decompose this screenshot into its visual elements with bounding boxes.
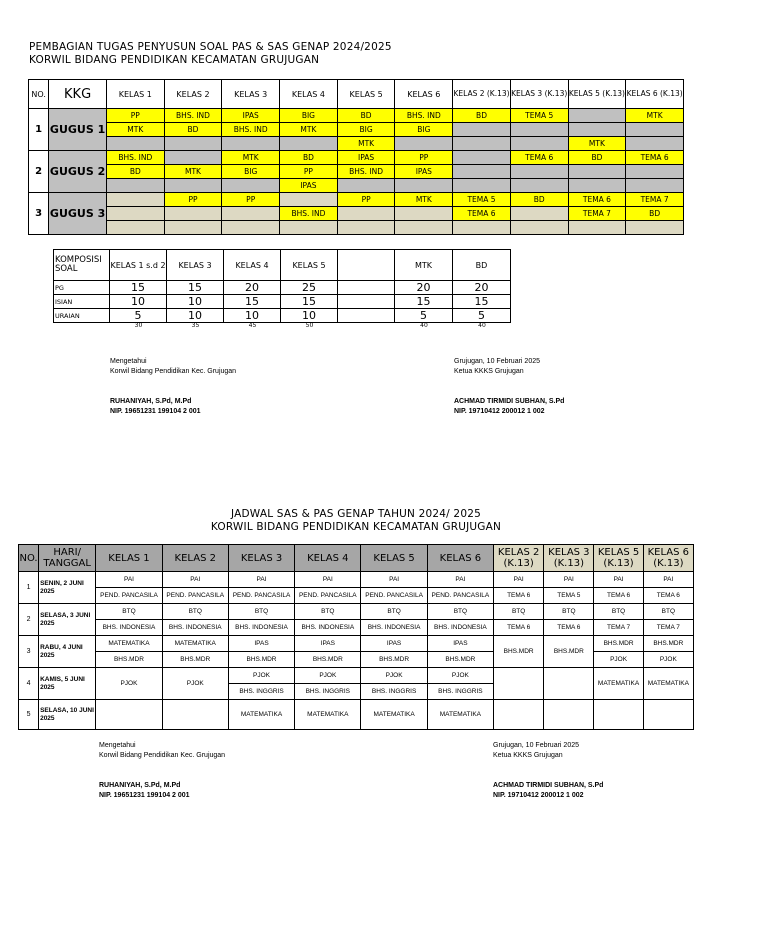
assignment-cell: MTK xyxy=(626,109,684,123)
sign-left-nip: NIP. 19651231 199104 2 001 xyxy=(110,408,201,415)
assignment-cell: BD xyxy=(164,123,222,137)
schedule-cell: PJOK xyxy=(594,652,643,668)
komposisi-header-cell: KELAS 5 xyxy=(281,250,338,281)
schedule-day-date: SENIN, 2 JUNI 2025 xyxy=(39,572,96,604)
assignment-cell: MTK xyxy=(280,123,338,137)
schedule-cell: PAI xyxy=(427,572,493,588)
schedule-cell: PEND. PANCASILA xyxy=(295,588,361,604)
schedule-cell: PAI xyxy=(361,572,427,588)
sign-right-name: ACHMAD TIRMIDI SUBHAN, S.Pd xyxy=(454,398,565,405)
komposisi-label: PG xyxy=(54,281,110,295)
assignment-cell: BIG xyxy=(337,123,395,137)
schedule-cell: PAI xyxy=(643,572,693,588)
assignment-cell xyxy=(510,165,568,179)
gugus-name: GUGUS 3 xyxy=(49,193,107,235)
schedule-cell: PAI xyxy=(295,572,361,588)
schedule-row xyxy=(19,636,694,652)
schedule-cell xyxy=(494,700,544,730)
schedule-day-date: SELASA, 10 JUNI 2025 xyxy=(39,700,96,730)
schedule-cell: BHS. INGGRIS xyxy=(427,684,493,700)
assignment-cell xyxy=(453,165,511,179)
assignment-cell xyxy=(453,179,511,193)
komposisi-row xyxy=(54,281,511,295)
komposisi-value: 20 xyxy=(224,281,281,295)
assignment-cell xyxy=(280,193,338,207)
gugus-row xyxy=(29,151,684,165)
assignment-cell xyxy=(337,179,395,193)
header-kelas6-k13: KELAS 6 (K.13) xyxy=(626,80,684,109)
schedule-header-kelas: KELAS 4 xyxy=(295,545,361,572)
schedule-cell: BHS. INGGRIS xyxy=(361,684,427,700)
assignment-cell xyxy=(106,207,164,221)
assignment-cell xyxy=(337,221,395,235)
assignment-cell xyxy=(626,179,684,193)
schedule-cell: MATEMATIKA xyxy=(96,636,162,652)
gugus-row xyxy=(29,207,684,221)
sign-left-line1: Mengetahui xyxy=(99,742,136,749)
assignment-cell: PP xyxy=(222,193,280,207)
komposisi-totals xyxy=(110,322,510,331)
assignment-cell: BHS. IND xyxy=(337,165,395,179)
assignment-cell xyxy=(510,179,568,193)
komposisi-header-cell xyxy=(338,250,395,281)
assignment-cell xyxy=(164,179,222,193)
schedule-cell xyxy=(494,668,544,700)
komposisi-value: 25 xyxy=(281,281,338,295)
gugus-row xyxy=(29,165,684,179)
schedule-cell: PAI xyxy=(494,572,544,588)
assignment-cell: BD xyxy=(568,151,626,165)
doc2-sign-left xyxy=(99,741,225,801)
header-kelas1: KELAS 1 xyxy=(106,80,164,109)
schedule-cell: BHS.MDR xyxy=(643,636,693,652)
sign-left-name: RUHANIYAH, S.Pd, M.Pd xyxy=(110,398,192,405)
assignment-cell xyxy=(280,221,338,235)
task-distribution-table xyxy=(28,79,684,235)
schedule-cell: BTQ xyxy=(295,604,361,620)
schedule-cell: MATEMATIKA xyxy=(643,668,693,700)
assignment-cell xyxy=(626,123,684,137)
assignment-cell xyxy=(568,109,626,123)
schedule-day-no: 3 xyxy=(19,636,39,668)
sign-left-line2: Korwil Bidang Pendidikan Kec. Grujugan xyxy=(110,368,237,375)
schedule-day-no: 5 xyxy=(19,700,39,730)
assignment-cell xyxy=(222,207,280,221)
assignment-cell: BIG xyxy=(222,165,280,179)
assignment-cell: IPAS xyxy=(280,179,338,193)
komposisi-value: 5 xyxy=(395,309,453,323)
header-kelas2-k13: KELAS 2 (K.13) xyxy=(453,80,511,109)
assignment-cell xyxy=(626,137,684,151)
assignment-cell: PP xyxy=(395,151,453,165)
assignment-cell: MTK xyxy=(337,137,395,151)
komposisi-total: 40 xyxy=(478,322,486,329)
schedule-cell: IPAS xyxy=(361,636,427,652)
assignment-cell xyxy=(395,137,453,151)
komposisi-value: 10 xyxy=(167,309,224,323)
schedule-cell: PJOK xyxy=(162,668,228,700)
schedule-cell: BHS.MDR xyxy=(295,652,361,668)
schedule-cell: BHS. INDONESIA xyxy=(427,620,493,636)
assignment-cell: MTK xyxy=(106,123,164,137)
schedule-cell: PAI xyxy=(544,572,594,588)
schedule-header-k13: KELAS 2 (K.13) xyxy=(494,545,544,572)
assignment-cell xyxy=(568,221,626,235)
sign-right-line2: Ketua KKKS Grujugan xyxy=(493,752,563,759)
schedule-cell: PEND. PANCASILA xyxy=(162,588,228,604)
schedule-header-kelas: KELAS 5 xyxy=(361,545,427,572)
schedule-cell: PJOK xyxy=(361,668,427,684)
schedule-cell: BHS.MDR xyxy=(96,652,162,668)
schedule-cell: BTQ xyxy=(643,604,693,620)
assignment-cell: BHS. IND xyxy=(106,151,164,165)
gugus-row xyxy=(29,193,684,207)
assignment-cell xyxy=(510,137,568,151)
composition-table xyxy=(53,249,511,323)
header-kelas4: KELAS 4 xyxy=(280,80,338,109)
komposisi-value: 15 xyxy=(110,281,167,295)
komposisi-label: ISIAN xyxy=(54,295,110,309)
komposisi-value xyxy=(338,309,395,323)
komposisi-header-cell: BD xyxy=(453,250,511,281)
schedule-cell: BHS.MDR xyxy=(361,652,427,668)
schedule-cell: TEMA 6 xyxy=(494,588,544,604)
header-kkg: KKG xyxy=(49,80,107,109)
schedule-cell xyxy=(96,700,162,730)
schedule-row xyxy=(19,572,694,588)
gugus-no: 3 xyxy=(29,193,49,235)
schedule-cell: TEMA 7 xyxy=(643,620,693,636)
assignment-cell xyxy=(337,207,395,221)
schedule-cell xyxy=(594,700,643,730)
header-kelas5-k13: KELAS 5 (K.13) xyxy=(568,80,626,109)
schedule-cell: PEND. PANCASILA xyxy=(96,588,162,604)
assignment-cell xyxy=(222,179,280,193)
sign-right-line2: Ketua KKKS Grujugan xyxy=(454,368,524,375)
assignment-cell xyxy=(164,221,222,235)
assignment-cell: MTK xyxy=(164,165,222,179)
schedule-cell: MATEMATIKA xyxy=(594,668,643,700)
schedule-cell: PEND. PANCASILA xyxy=(228,588,294,604)
doc2-title-line2: KORWIL BIDANG PENDIDIKAN KECAMATAN GRUJUGAN xyxy=(210,521,502,533)
assignment-cell xyxy=(510,207,568,221)
komposisi-total: 45 xyxy=(248,322,257,329)
assignment-cell: TEMA 5 xyxy=(453,193,511,207)
schedule-cell: BHS. INGGRIS xyxy=(228,684,294,700)
assignment-cell: PP xyxy=(164,193,222,207)
assignment-cell xyxy=(568,123,626,137)
schedule-cell: TEMA 6 xyxy=(494,620,544,636)
schedule-cell: BHS.MDR xyxy=(494,636,544,668)
sign-left-nip: NIP. 19651231 199104 2 001 xyxy=(99,792,190,799)
header-kelas3-k13: KELAS 3 (K.13) xyxy=(510,80,568,109)
assignment-cell: BIG xyxy=(395,123,453,137)
schedule-cell: PJOK xyxy=(96,668,162,700)
assignment-cell: MTK xyxy=(568,137,626,151)
komposisi-value: 5 xyxy=(110,309,167,323)
assignment-cell xyxy=(510,221,568,235)
doc1-title-line1: PEMBAGIAN TUGAS PENYUSUN SOAL PAS & SAS GENAP 2024/2025 xyxy=(29,41,392,53)
komposisi-value: 20 xyxy=(453,281,511,295)
schedule-cell: BHS.MDR xyxy=(594,636,643,652)
gugus-row xyxy=(29,221,684,235)
sign-right-line1: Grujugan, 10 Februari 2025 xyxy=(454,358,540,365)
assignment-cell xyxy=(453,137,511,151)
assignment-cell: BHS. IND xyxy=(222,123,280,137)
schedule-cell: IPAS xyxy=(228,636,294,652)
schedule-cell: BHS. INDONESIA xyxy=(96,620,162,636)
komposisi-row xyxy=(54,295,511,309)
komposisi-header-cell: MTK xyxy=(395,250,453,281)
header-kelas2: KELAS 2 xyxy=(164,80,222,109)
assignment-cell xyxy=(164,207,222,221)
assignment-cell xyxy=(280,137,338,151)
schedule-cell: MATEMATIKA xyxy=(361,700,427,730)
exam-schedule-table xyxy=(18,544,694,730)
sign-right-line1: Grujugan, 10 Februari 2025 xyxy=(493,742,579,749)
doc2-sign-right xyxy=(493,741,603,801)
schedule-day-date: RABU, 4 JUNI 2025 xyxy=(39,636,96,668)
komposisi-value: 10 xyxy=(110,295,167,309)
gugus-no: 1 xyxy=(29,109,49,151)
assignment-cell: TEMA 6 xyxy=(510,151,568,165)
sign-left-line2: Korwil Bidang Pendidikan Kec. Grujugan xyxy=(99,752,226,759)
assignment-cell: TEMA 6 xyxy=(453,207,511,221)
schedule-header-k13: KELAS 3 (K.13) xyxy=(544,545,594,572)
schedule-cell: BTQ xyxy=(544,604,594,620)
schedule-header-hari: HARI/ TANGGAL xyxy=(39,545,96,572)
schedule-row xyxy=(19,700,694,730)
gugus-row xyxy=(29,137,684,151)
schedule-cell: BHS.MDR xyxy=(544,636,594,668)
assignment-cell xyxy=(222,221,280,235)
gugus-row xyxy=(29,109,684,123)
assignment-cell: TEMA 6 xyxy=(568,193,626,207)
assignment-cell xyxy=(106,193,164,207)
schedule-cell: TEMA 6 xyxy=(643,588,693,604)
komposisi-value: 10 xyxy=(167,295,224,309)
schedule-cell: BTQ xyxy=(427,604,493,620)
schedule-header-k13: KELAS 6 (K.13) xyxy=(643,545,693,572)
schedule-cell: PAI xyxy=(96,572,162,588)
schedule-cell: BTQ xyxy=(494,604,544,620)
schedule-cell: MATEMATIKA xyxy=(427,700,493,730)
komposisi-value: 15 xyxy=(281,295,338,309)
schedule-row xyxy=(19,620,694,636)
schedule-cell: PAI xyxy=(594,572,643,588)
assignment-cell xyxy=(568,165,626,179)
assignment-cell: BD xyxy=(510,193,568,207)
komposisi-total: 50 xyxy=(305,322,314,329)
komposisi-value: 5 xyxy=(453,309,511,323)
doc1-sign-right xyxy=(454,357,564,417)
schedule-cell xyxy=(162,700,228,730)
assignment-cell xyxy=(453,221,511,235)
assignment-cell xyxy=(453,123,511,137)
schedule-cell: IPAS xyxy=(295,636,361,652)
komposisi-value: 15 xyxy=(224,295,281,309)
komposisi-total: 40 xyxy=(420,322,428,329)
gugus-row xyxy=(29,179,684,193)
komposisi-label: URAIAN xyxy=(54,309,110,323)
schedule-day-date: SELASA, 3 JUNI 2025 xyxy=(39,604,96,636)
schedule-cell: IPAS xyxy=(427,636,493,652)
assignment-cell: PP xyxy=(280,165,338,179)
schedule-cell: BHS.MDR xyxy=(162,652,228,668)
komposisi-value: 15 xyxy=(453,295,511,309)
assignment-cell: BHS. IND xyxy=(395,109,453,123)
assignment-cell xyxy=(453,151,511,165)
assignment-cell: PP xyxy=(106,109,164,123)
schedule-cell: BHS.MDR xyxy=(228,652,294,668)
gugus-no: 2 xyxy=(29,151,49,193)
schedule-day-no: 4 xyxy=(19,668,39,700)
schedule-cell: PJOK xyxy=(643,652,693,668)
schedule-cell: TEMA 6 xyxy=(594,588,643,604)
assignment-cell: BIG xyxy=(280,109,338,123)
schedule-day-no: 2 xyxy=(19,604,39,636)
header-kelas3: KELAS 3 xyxy=(222,80,280,109)
assignment-cell xyxy=(106,179,164,193)
doc1-sign-left xyxy=(110,357,236,417)
schedule-cell xyxy=(544,700,594,730)
komposisi-value xyxy=(338,281,395,295)
komposisi-value: 20 xyxy=(395,281,453,295)
sign-right-name: ACHMAD TIRMIDI SUBHAN, S.Pd xyxy=(493,782,604,789)
schedule-row xyxy=(19,604,694,620)
schedule-header-kelas: KELAS 3 xyxy=(228,545,294,572)
assignment-cell: IPAS xyxy=(337,151,395,165)
assignment-cell xyxy=(106,221,164,235)
schedule-cell: MATEMATIKA xyxy=(228,700,294,730)
gugus-name: GUGUS 2 xyxy=(49,151,107,193)
komposisi-value: 10 xyxy=(224,309,281,323)
schedule-header-k13: KELAS 5 (K.13) xyxy=(594,545,643,572)
sign-left-line1: Mengetahui xyxy=(110,358,147,365)
schedule-cell: MATEMATIKA xyxy=(295,700,361,730)
komposisi-header-cell: KELAS 1 s.d 2 xyxy=(110,250,167,281)
komposisi-header-cell: KELAS 4 xyxy=(224,250,281,281)
komposisi-header-cell: KELAS 3 xyxy=(167,250,224,281)
assignment-cell xyxy=(395,179,453,193)
schedule-header-no: NO. xyxy=(19,545,39,572)
schedule-header-kelas: KELAS 1 xyxy=(96,545,162,572)
schedule-day-no: 1 xyxy=(19,572,39,604)
assignment-cell xyxy=(626,221,684,235)
schedule-cell: BHS.MDR xyxy=(427,652,493,668)
schedule-cell: BTQ xyxy=(162,604,228,620)
schedule-cell: BHS. INGGRIS xyxy=(295,684,361,700)
assignment-cell xyxy=(568,179,626,193)
schedule-header-kelas: KELAS 6 xyxy=(427,545,493,572)
assignment-cell: TEMA 5 xyxy=(510,109,568,123)
assignment-cell: IPAS xyxy=(395,165,453,179)
schedule-cell: BHS. INDONESIA xyxy=(361,620,427,636)
schedule-cell: BHS. INDONESIA xyxy=(162,620,228,636)
assignment-cell xyxy=(626,165,684,179)
assignment-cell xyxy=(510,123,568,137)
assignment-cell: BD xyxy=(453,109,511,123)
gugus-name: GUGUS 1 xyxy=(49,109,107,151)
schedule-cell: PAI xyxy=(162,572,228,588)
assignment-cell: TEMA 7 xyxy=(626,193,684,207)
assignment-cell: BD xyxy=(626,207,684,221)
komposisi-row xyxy=(54,309,511,323)
schedule-cell: TEMA 5 xyxy=(544,588,594,604)
schedule-cell: PEND. PANCASILA xyxy=(427,588,493,604)
komposisi-value xyxy=(338,295,395,309)
schedule-cell: MATEMATIKA xyxy=(162,636,228,652)
assignment-cell: TEMA 6 xyxy=(626,151,684,165)
komposisi-total: 35 xyxy=(191,322,200,329)
assignment-cell: PP xyxy=(337,193,395,207)
schedule-cell: PJOK xyxy=(427,668,493,684)
komposisi-header-label: KOMPOSISI SOAL xyxy=(54,250,110,281)
assignment-cell: TEMA 7 xyxy=(568,207,626,221)
doc1-title-line2: KORWIL BIDANG PENDIDIKAN KECAMATAN GRUJUGAN xyxy=(29,54,320,66)
schedule-cell: BTQ xyxy=(228,604,294,620)
schedule-cell: PJOK xyxy=(295,668,361,684)
schedule-cell: BTQ xyxy=(361,604,427,620)
schedule-cell xyxy=(544,668,594,700)
schedule-cell xyxy=(643,700,693,730)
header-kelas5: KELAS 5 xyxy=(337,80,395,109)
komposisi-value: 15 xyxy=(167,281,224,295)
komposisi-value: 10 xyxy=(281,309,338,323)
gugus-row xyxy=(29,123,684,137)
assignment-cell xyxy=(395,207,453,221)
assignment-cell: BHS. IND xyxy=(164,109,222,123)
schedule-day-date: KAMIS, 5 JUNI 2025 xyxy=(39,668,96,700)
sign-right-nip: NIP. 19710412 200012 1 002 xyxy=(493,792,584,799)
header-kelas6: KELAS 6 xyxy=(395,80,453,109)
schedule-cell: BTQ xyxy=(96,604,162,620)
schedule-cell: PAI xyxy=(228,572,294,588)
assignment-cell: MTK xyxy=(395,193,453,207)
assignment-cell xyxy=(106,137,164,151)
schedule-cell: BTQ xyxy=(594,604,643,620)
assignment-cell: BD xyxy=(280,151,338,165)
schedule-row xyxy=(19,588,694,604)
sign-left-name: RUHANIYAH, S.Pd, M.Pd xyxy=(99,782,181,789)
schedule-cell: PJOK xyxy=(228,668,294,684)
schedule-header-kelas: KELAS 2 xyxy=(162,545,228,572)
komposisi-value: 15 xyxy=(395,295,453,309)
komposisi-total: 30 xyxy=(134,322,143,329)
assignment-cell: IPAS xyxy=(222,109,280,123)
assignment-cell xyxy=(395,221,453,235)
assignment-cell xyxy=(164,137,222,151)
schedule-cell: TEMA 7 xyxy=(594,620,643,636)
doc2-title-line1: JADWAL SAS & PAS GENAP TAHUN 2024/ 2025 xyxy=(231,508,481,520)
header-no: NO. xyxy=(29,80,49,109)
schedule-cell: BHS. INDONESIA xyxy=(228,620,294,636)
assignment-cell xyxy=(222,137,280,151)
schedule-row xyxy=(19,668,694,684)
schedule-cell: PEND. PANCASILA xyxy=(361,588,427,604)
sign-right-nip: NIP. 19710412 200012 1 002 xyxy=(454,408,545,415)
schedule-cell: TEMA 6 xyxy=(544,620,594,636)
assignment-cell: BD xyxy=(337,109,395,123)
schedule-cell: BHS. INDONESIA xyxy=(295,620,361,636)
assignment-cell: BHS. IND xyxy=(280,207,338,221)
assignment-cell: BD xyxy=(106,165,164,179)
assignment-cell: MTK xyxy=(222,151,280,165)
assignment-cell xyxy=(164,151,222,165)
